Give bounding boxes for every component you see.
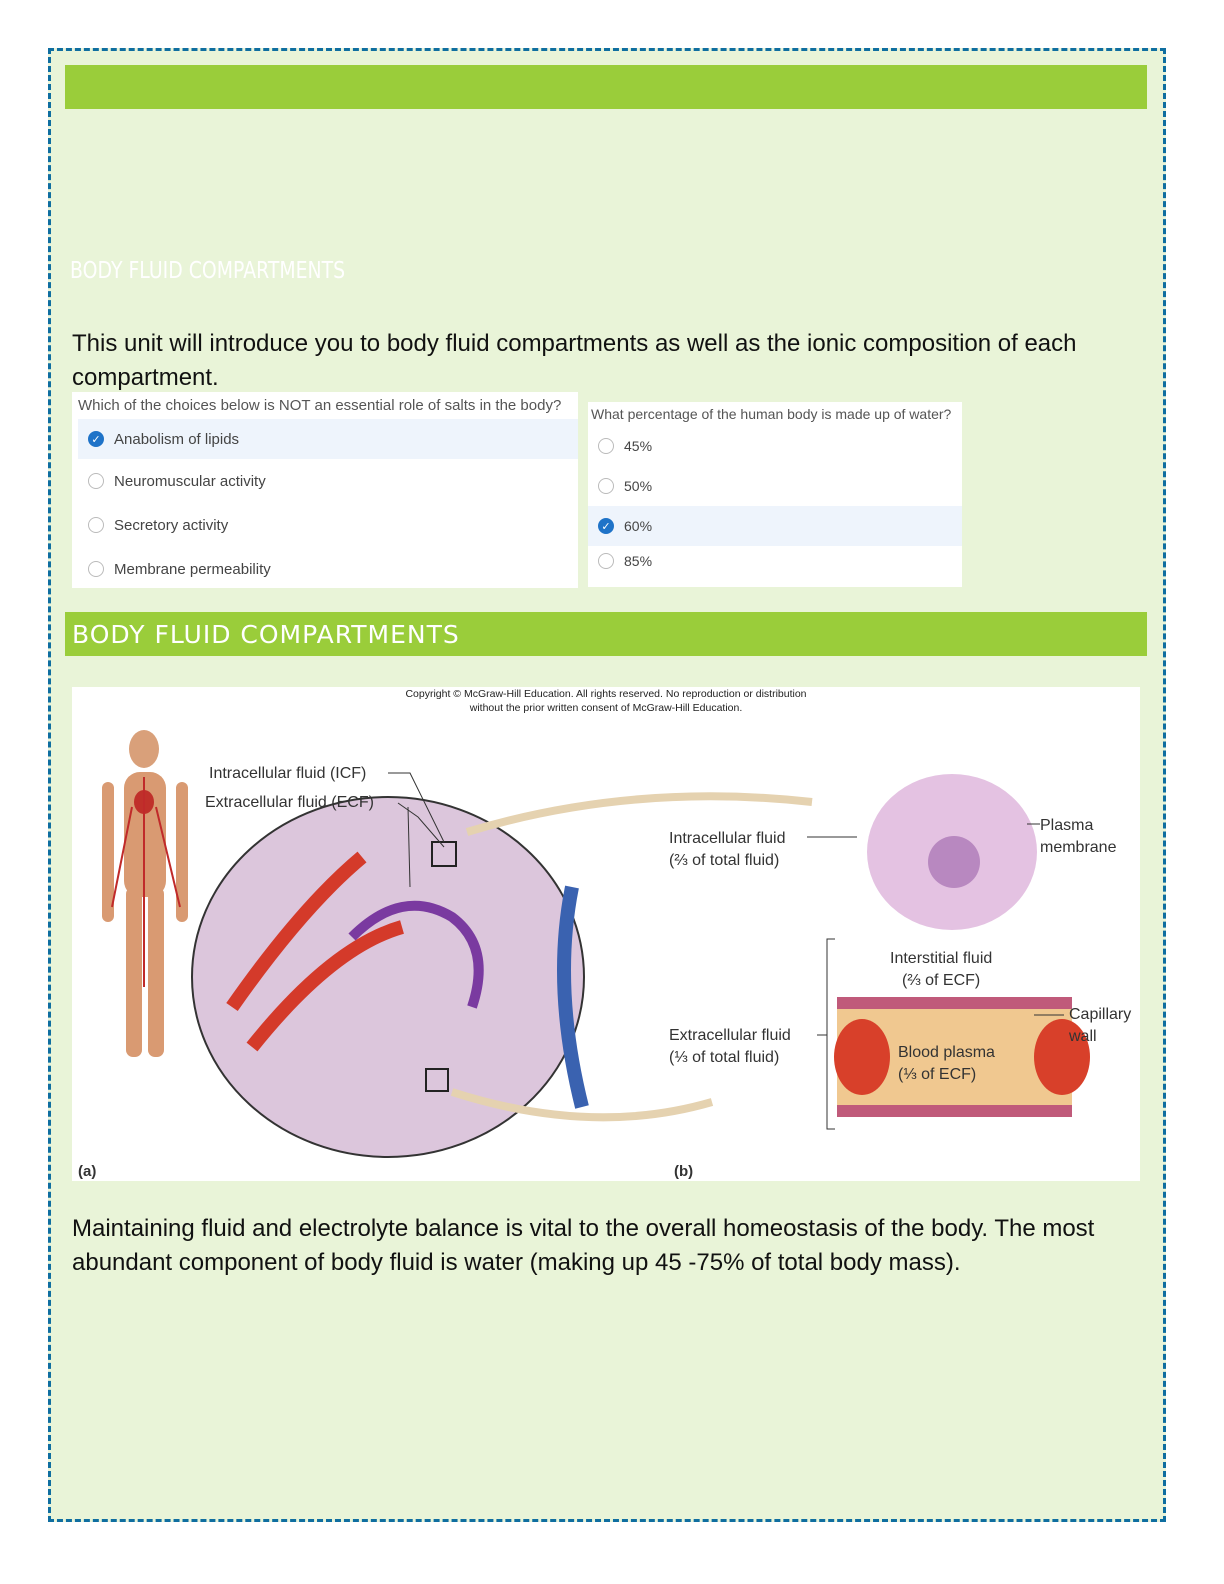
label-icf-b: Intracellular fluid (⅔ of total fluid) — [669, 830, 786, 869]
quiz-option[interactable] — [588, 426, 962, 466]
intro-paragraph: This unit will introduce you to body fluid compartments as well as the ionic composition of each compartment. — [72, 330, 1077, 391]
option-label: Membrane permeability — [114, 560, 271, 578]
label-plasma-membrane: Plasma membrane — [1040, 817, 1117, 856]
quiz-option[interactable] — [588, 546, 962, 576]
option-label: Secretory activity — [114, 516, 229, 534]
figure-illustration — [72, 687, 1140, 1181]
option-label: 85% — [624, 553, 653, 569]
label-b: (b) — [674, 1163, 694, 1180]
label-a: (a) — [78, 1163, 97, 1180]
body-fluid-figure — [72, 687, 1140, 1181]
label-interstitial: Interstitial fluid (⅔ of ECF) — [890, 950, 993, 989]
copyright-notice: Copyright © McGraw-Hill Education. All rights reserved. No reproduction or distribution without the prior written consent of McGraw-Hill Education. — [405, 688, 807, 714]
option-label: Anabolism of lipids — [114, 430, 240, 448]
option-label: 60% — [624, 518, 653, 534]
label-blood-plasma: Blood plasma (⅓ of ECF) — [898, 1044, 995, 1083]
human-body-icon — [102, 730, 188, 1057]
header-bar — [65, 65, 1147, 109]
label-capillary-wall: Capillary wall — [1069, 1006, 1132, 1045]
quiz-option[interactable] — [78, 503, 578, 547]
radio-checked-icon: ✓ — [88, 431, 104, 447]
section-title: BODY FLUID COMPARTMENTS — [72, 620, 460, 649]
label-ecf-b: Extracellular fluid (⅓ of total fluid) — [669, 1027, 791, 1066]
quiz-option[interactable] — [588, 506, 962, 546]
label-icf: Intracellular fluid (ICF) — [209, 765, 367, 782]
quiz-option[interactable] — [588, 466, 962, 506]
closing-paragraph: Maintaining fluid and electrolyte balance is vital to the overall homeostasis of the body. The most abundant component of body fluid is water (making up 45 -75% of total body mass). — [72, 1215, 1095, 1276]
quiz-question: What percentage of the human body is made up of water? — [591, 406, 952, 422]
quiz-question: Which of the choices below is NOT an essential role of salts in the body? — [78, 397, 562, 414]
quiz-option[interactable] — [78, 547, 578, 591]
quiz-option[interactable] — [78, 459, 578, 503]
radio-icon — [598, 478, 614, 494]
radio-icon — [88, 561, 104, 577]
option-label: Neuromuscular activity — [114, 472, 266, 490]
label-ecf: Extracellular fluid (ECF) — [205, 794, 374, 811]
ghost-title: BODY FLUID COMPARTMENTS — [70, 258, 346, 284]
quiz-water — [588, 402, 962, 587]
radio-icon — [598, 553, 614, 569]
radio-icon — [598, 438, 614, 454]
radio-checked-icon: ✓ — [598, 518, 614, 534]
option-label: 45% — [624, 438, 653, 454]
radio-icon — [88, 473, 104, 489]
quiz-salts — [72, 392, 578, 588]
option-label: 50% — [624, 478, 653, 494]
radio-icon — [88, 517, 104, 533]
quiz-option[interactable] — [78, 419, 578, 459]
